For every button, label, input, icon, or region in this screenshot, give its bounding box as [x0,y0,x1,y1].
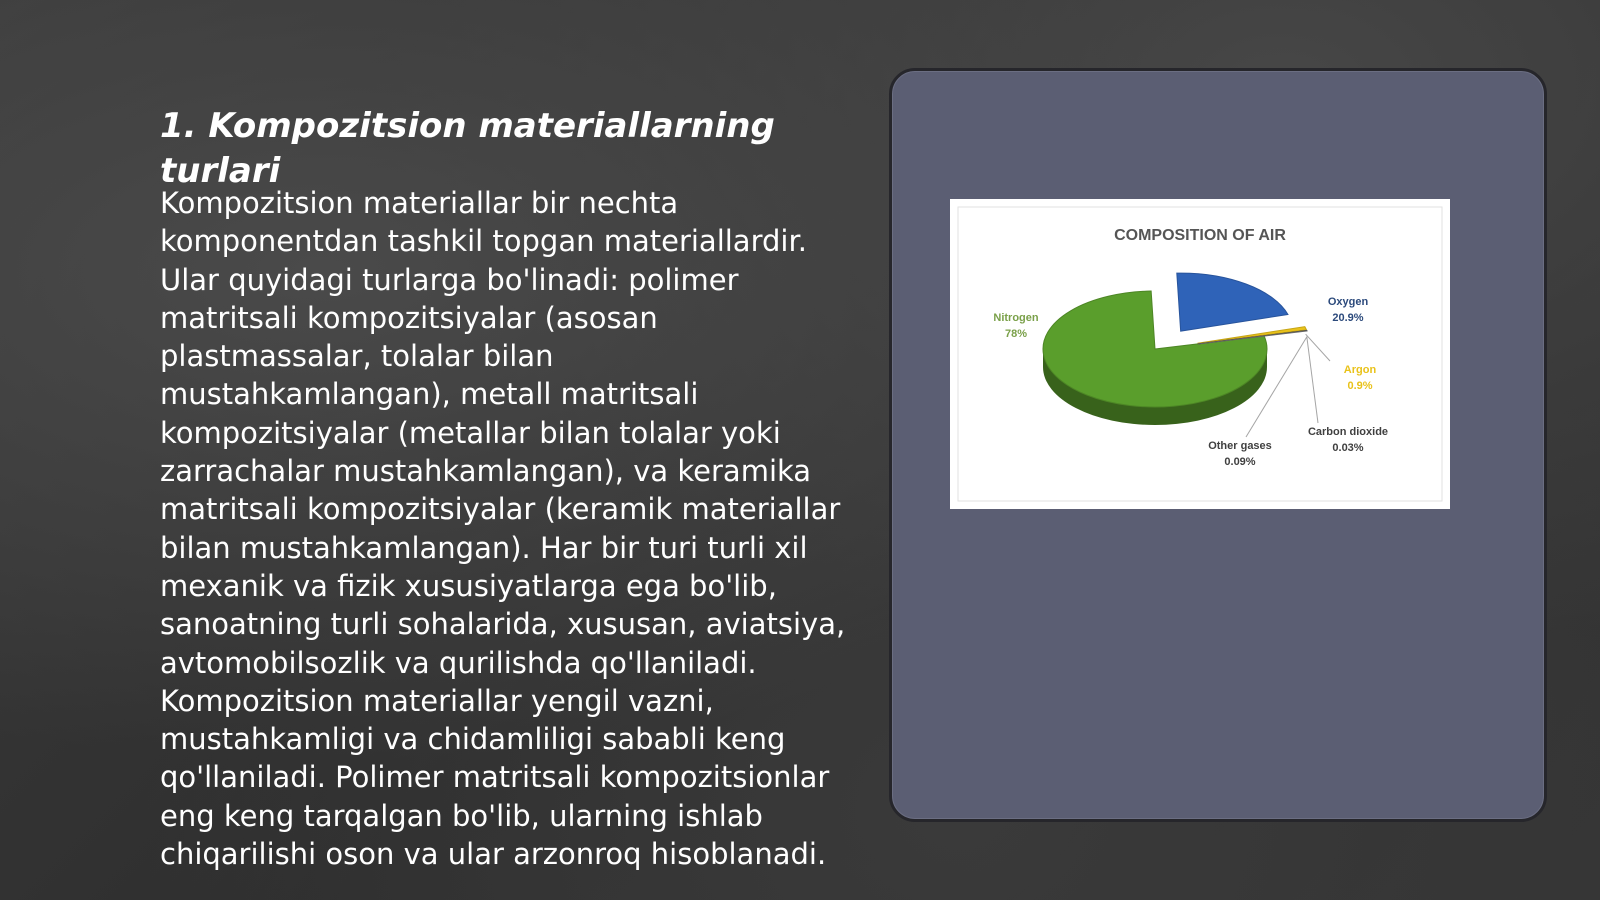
label-argon: Argon [1343,364,1377,376]
value-label-oxygen: 20.9% [1332,312,1364,324]
label-other-gases: Other gases [1208,440,1272,452]
chart-title: COMPOSITION OF AIR [1114,227,1286,244]
label-nitrogen: Nitrogen [993,312,1039,324]
value-label-nitrogen: 78% [1004,328,1028,340]
label-oxygen: Oxygen [1327,296,1369,308]
value-label-other-gases: 0.09% [1224,456,1256,468]
pie-chart [950,199,1450,509]
slide-body-text: Kompozitsion materiallar bir nechta komponentdan tashkil topgan materiallardir. Ular quyidagi turlarga bo'linadi: polimer matritsali kompozitsiyalar (asosan plastmassalar, tolalar bilan mustahkamlangan), metall matritsali kompozitsiyalar (metallar bilan tolalar yoki zarrachalar mustahkamlangan), va keramika matritsali kompozitsiyalar (keramik materiallar bilan mustahkamlangan). Har bir turi turli xil mexanik va fizik xususiyatlarga ega bo'lib, sanoatning turli sohalarida, xususan, aviatsiya, avtomobilsozlik va qurilishda qo'llaniladi. Kompozitsion materiallar yengil vazni, mustahkamligi va chidamliligi sababli keng qo'llaniladi. Polimer matritsali kompozitsionlar eng keng tarqalgan bo'lib, ularning ishlab chiqarilishi oson va ular arzonroq hisoblanadi. [160,186,846,872]
slide-title: 1. Kompozitsion materiallarning turlari [160,106,775,191]
value-label-carbon-dioxide: 0.03% [1332,442,1364,454]
chart-card [950,199,1450,509]
value-label-argon: 0.9% [1347,380,1373,392]
label-carbon-dioxide: Carbon dioxide [1307,426,1389,438]
